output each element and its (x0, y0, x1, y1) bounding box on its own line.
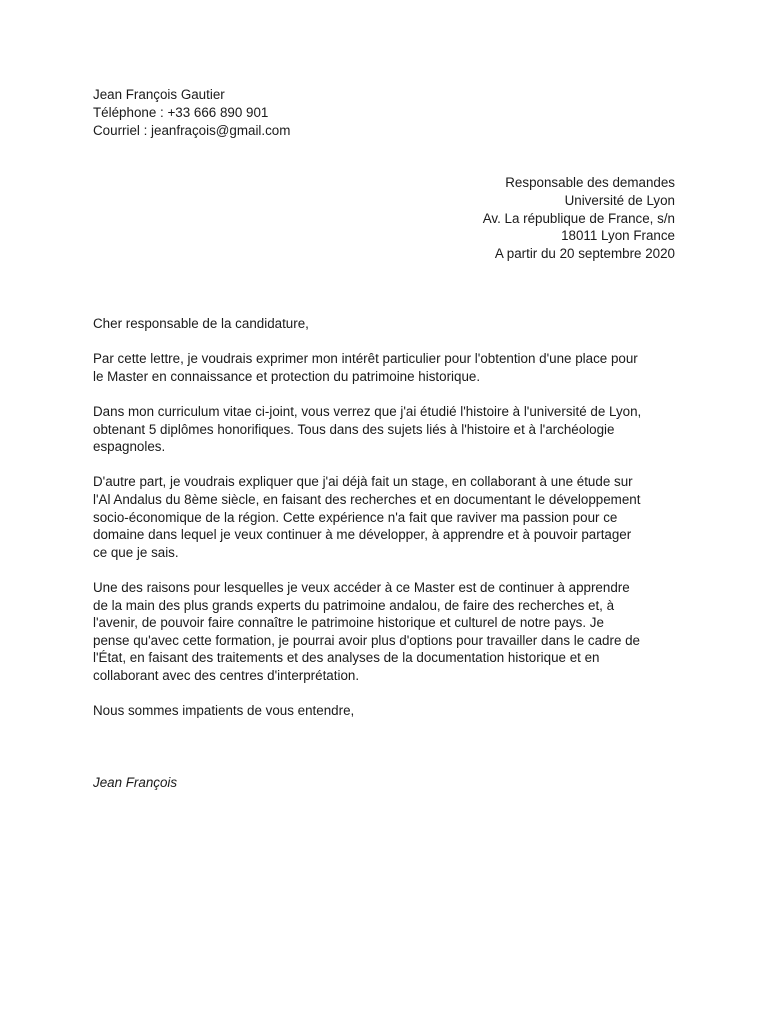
paragraph-line: obtenant 5 diplômes honorifiques. Tous dans des sujets liés à l'histoire et à l'archéologie (93, 421, 615, 437)
paragraph-line: le Master en connaissance et protection du patrimoine historique. (93, 368, 481, 384)
sender-email: Courriel : jeanfraçois@gmail.com (93, 123, 291, 138)
paragraph-line: de la main des plus grands experts du patrimoine andalou, de faire des recherches et, à (93, 597, 615, 613)
signature: Jean François (93, 775, 178, 790)
paragraph (93, 350, 683, 385)
recipient-line: 18011 Lyon France (561, 228, 675, 244)
paragraph-line: l'avenir, de pouvoir faire connaître le patrimoine historique et culturel de notre pays. Je (93, 615, 604, 631)
sender-name: Jean François Gautier (93, 87, 225, 102)
recipient-block (483, 174, 675, 263)
paragraph (93, 579, 683, 685)
recipient-line: Université de Lyon (564, 192, 675, 208)
paragraph-line: l'Al Andalus du 8ème siècle, en faisant des recherches et en documentant le développement (93, 491, 641, 507)
paragraph-line: l'État, en faisant des traitements et des analyses de la documentation historique et en (93, 650, 600, 666)
paragraph-line: pense qu'avec cette formation, je pourrai avoir plus d'options pour travailler dans le cadre de (93, 632, 641, 648)
sender-phone: Téléphone : +33 666 890 901 (93, 105, 269, 120)
paragraph-line: collaborant avec des centres d'interprétation. (93, 667, 360, 683)
sender-block (93, 86, 290, 140)
paragraph-line: domaine dans lequel je veux continuer à me développer, à apprendre et à pouvoir partager (93, 527, 632, 543)
closing (93, 702, 683, 720)
paragraph-line: Dans mon curriculum vitae ci-joint, vous verrez que j'ai étudié l'histoire à l'université de Lyon, (93, 403, 642, 419)
salutation (93, 315, 683, 333)
paragraph-line: espagnoles. (93, 439, 166, 455)
paragraph-line: ce que je sais. (93, 544, 179, 560)
closing-line: Nous sommes impatients de vous entendre, (93, 703, 355, 719)
paragraph-line: Une des raisons pour lesquelles je veux accéder à ce Master est de continuer à apprendre (93, 579, 630, 595)
salutation-line: Cher responsable de la candidature, (93, 316, 309, 331)
paragraph-line: D'autre part, je voudrais expliquer que j'ai déjà fait un stage, en collaborant à une étude sur (93, 474, 633, 490)
paragraph-line: Par cette lettre, je voudrais exprimer mon intérêt particulier pour l'obtention d'une place pour (93, 351, 638, 367)
recipient-line: Av. La république de France, s/n (482, 210, 675, 226)
letter-body (93, 315, 683, 737)
paragraph (93, 403, 683, 456)
recipient-line: Responsable des demandes (505, 175, 675, 190)
recipient-date: A partir du 20 septembre 2020 (494, 246, 675, 262)
paragraph (93, 473, 683, 561)
paragraph-line: socio-économique de la région. Cette expérience n'a fait que raviver ma passion pour ce (93, 509, 618, 525)
